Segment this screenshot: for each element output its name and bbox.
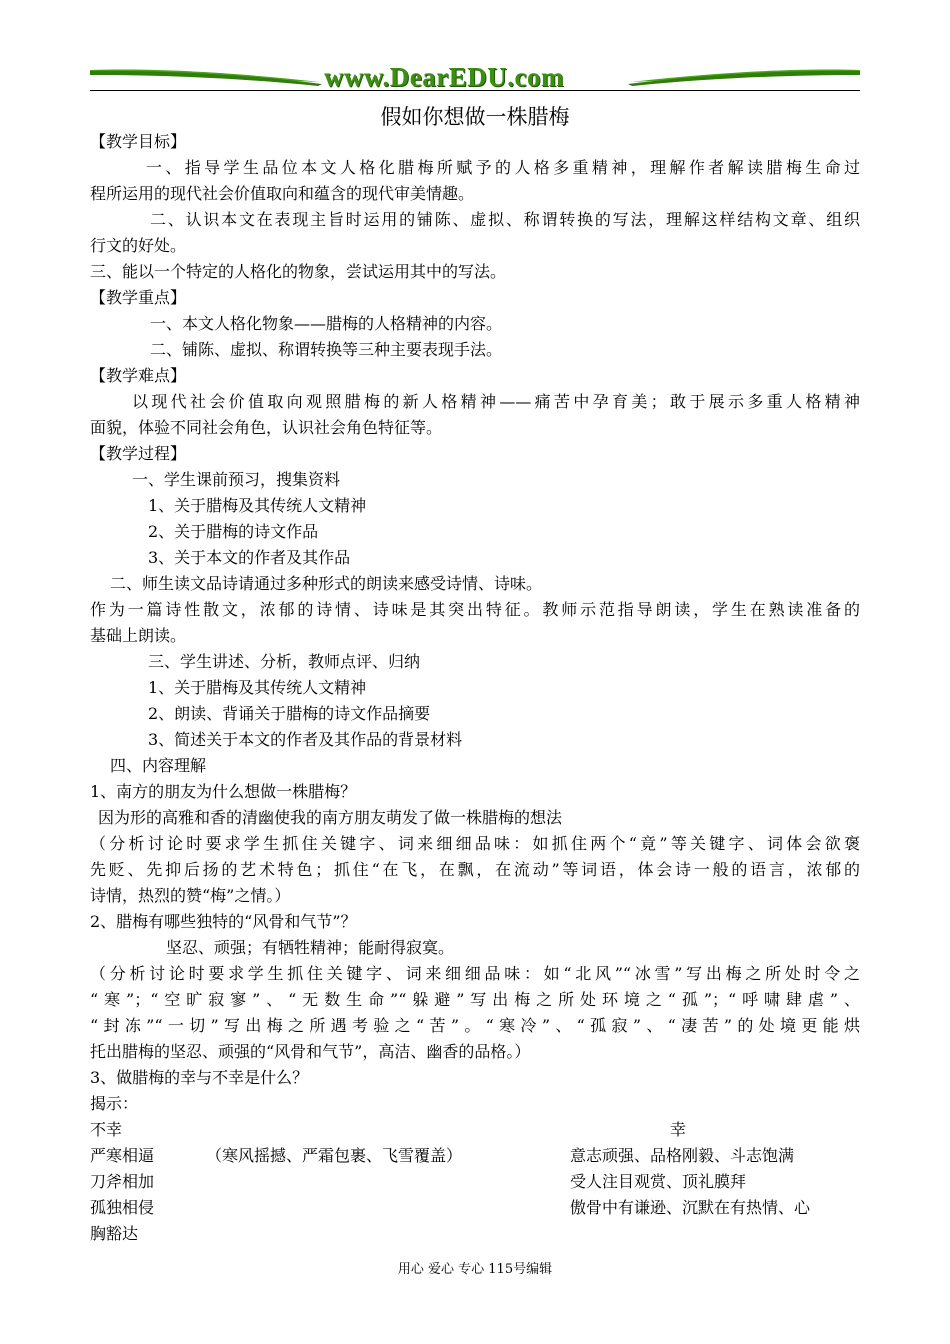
- site-logo[interactable]: www.DearEDU.com: [324, 62, 564, 92]
- note: 诗情，热烈的赞“梅”之情。）: [90, 886, 291, 905]
- cell-right: 受人注目观赏、顶礼膜拜: [570, 1172, 747, 1191]
- answer: 坚忍、顽强；有牺牲精神；能耐得寂寞。: [166, 938, 455, 957]
- paragraph: 程所运用的现代社会价值取向和蕴含的现代审美情趣。: [90, 184, 475, 203]
- paragraph: 以现代社会价值取向观照腊梅的新人格精神——痛苦中孕育美；敢于展示多重人格精神: [132, 392, 860, 411]
- list-item: 3、简述关于本文的作者及其作品的背景材料: [148, 730, 463, 749]
- note: “寒”；“空旷寂寥”、“无数生命”“躲避”写出梅之所处环境之“孤”；“呼啸肆虐”、: [90, 990, 860, 1009]
- question: 3、做腊梅的幸与不幸是什么？: [90, 1068, 309, 1087]
- header-rule: [90, 90, 860, 91]
- paragraph: 作为一篇诗性散文，浓郁的诗情、诗味是其突出特征。教师示范指导朗读，学生在熟读准备的: [90, 600, 860, 619]
- paragraph: 二、铺陈、虚拟、称谓转换等三种主要表现手法。: [150, 340, 503, 359]
- note: （分析讨论时要求学生抓住关键字、词来细细品味：如抓住两个“竟”等关键字、词体会欲褒: [90, 834, 860, 853]
- goals-heading: 【教学目标】: [90, 132, 187, 151]
- document-body: [90, 129, 860, 1247]
- paragraph: 一、本文人格化物象——腊梅的人格精神的内容。: [150, 314, 503, 333]
- page-footer: 用心 爱心 专心 115号编辑: [397, 1262, 553, 1277]
- cell-left: 刀斧相加: [90, 1172, 155, 1191]
- table-tail: 胸豁达: [90, 1224, 139, 1243]
- list-item: 四、内容理解: [110, 756, 207, 775]
- page-title: 假如你想做一株腊梅: [380, 105, 570, 129]
- list-item: 1、关于腊梅及其传统人文精神: [148, 678, 367, 697]
- note: 托出腊梅的坚忍、顽强的“风骨和气节”，高洁、幽香的品格。）: [90, 1042, 531, 1061]
- note: “封冻”“一切”写出梅之所遇考验之“苦”。“寒冷”、“孤寂”、“凄苦”的处境更能烘: [90, 1016, 860, 1035]
- question: 2、腊梅有哪些独特的“风骨和气节”？: [90, 912, 357, 931]
- list-item: 二、师生读文品诗请通过多种形式的朗读来感受诗情、诗味。: [110, 574, 543, 593]
- paragraph: 三、能以一个特定的人格化的物象，尝试运用其中的写法。: [90, 262, 507, 281]
- table-row: [90, 1143, 860, 1169]
- list-item: 一、学生课前预习，搜集资料: [132, 470, 341, 489]
- table-row: [90, 1195, 860, 1221]
- answer: 因为形的高雅和香的清幽使我的南方朋友萌发了做一株腊梅的想法: [98, 808, 563, 827]
- paragraph: 二、认识本文在表现主旨时运用的铺陈、虚拟、称谓转换的写法，理解这样结构文章、组织: [150, 210, 860, 229]
- note: 先贬、先抑后扬的艺术特色；抓住“在飞，在飘，在流动”等词语，体会诗一般的语言，浓郁的: [90, 860, 860, 879]
- table-row: [90, 1169, 860, 1195]
- cell-right: 意志顽强、品格刚毅、斗志饱满: [570, 1146, 795, 1165]
- difficult-heading: 【教学难点】: [90, 366, 187, 385]
- cell-left: 严寒相逼: [90, 1146, 155, 1165]
- question: 1、南方的朋友为什么想做一株腊梅？: [90, 782, 357, 801]
- key-heading: 【教学重点】: [90, 288, 187, 307]
- list-item: 三、学生讲述、分析，教师点评、归纳: [148, 652, 421, 671]
- cell-left: 孤独相侵: [90, 1198, 155, 1217]
- col-fortunate: 幸: [670, 1120, 687, 1139]
- list-item: 1、关于腊梅及其传统人文精神: [148, 496, 367, 515]
- cell-right: 傲骨中有谦逊、沉默在有热情、心: [570, 1198, 811, 1217]
- note: （分析讨论时要求学生抓住关键字、词来细细品味：如“北风”“冰雪”写出梅之所处时令之: [90, 964, 860, 983]
- list-item: 2、关于腊梅的诗文作品: [148, 522, 319, 541]
- paragraph: 面貌，体验不同社会角色，认识社会角色特征等。: [90, 418, 443, 437]
- paragraph: 行文的好处。: [90, 236, 187, 255]
- paragraph: 一、指导学生品位本文人格化腊梅所赋予的人格多重精神，理解作者解读腊梅生命过: [146, 158, 860, 177]
- col-unfortunate: 不幸: [90, 1120, 123, 1139]
- process-heading: 【教学过程】: [90, 444, 187, 463]
- comparison-header: [90, 1117, 860, 1143]
- reveal-label: 揭示：: [90, 1094, 139, 1113]
- paragraph: 基础上朗读。: [90, 626, 187, 645]
- list-item: 2、朗读、背诵关于腊梅的诗文作品摘要: [148, 704, 431, 723]
- cell-mid: （寒风摇撼、严霜包裹、飞雪覆盖）: [206, 1146, 463, 1165]
- list-item: 3、关于本文的作者及其作品: [148, 548, 351, 567]
